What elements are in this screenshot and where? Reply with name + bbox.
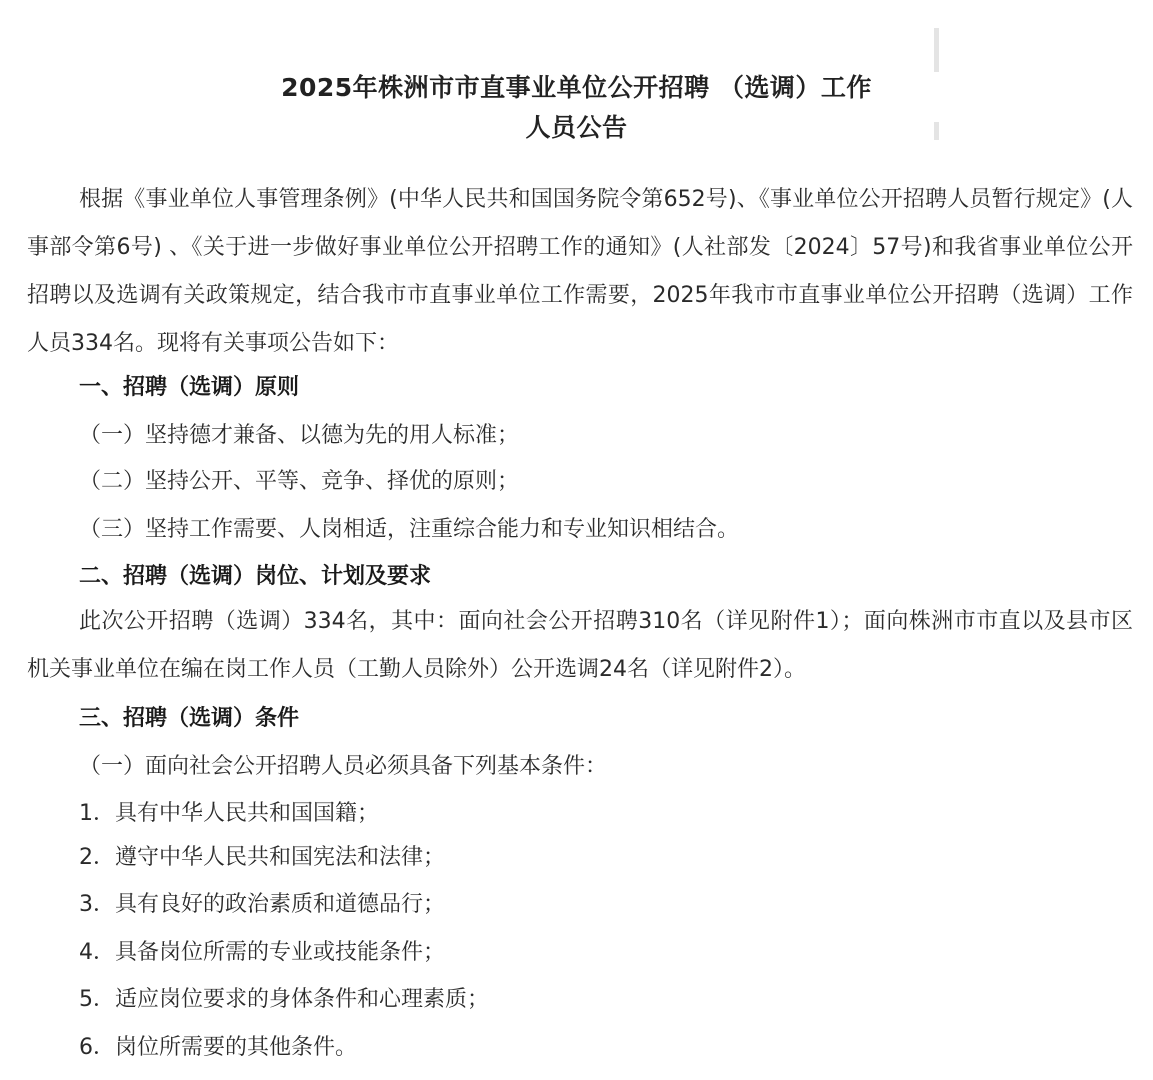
condition-item: 5．适应岗位要求的身体条件和心理素质； <box>79 987 489 1012</box>
condition-item: 1．具有中华人民共和国国籍； <box>79 801 379 826</box>
section1-item: （二）坚持公开、平等、竞争、择优的原则； <box>79 469 520 494</box>
section2-heading: 二、招聘（选调）岗位、计划及要求 <box>79 564 432 589</box>
document-title-line2: 人员公告 <box>525 113 628 142</box>
scan-artifact <box>934 28 939 72</box>
condition-item: 6．岗位所需要的其他条件。 <box>79 1035 357 1060</box>
condition-item: 4．具备岗位所需的专业或技能条件； <box>79 940 445 965</box>
document-title-line1: 2025年株洲市市直事业单位公开招聘 （选调）工作 <box>281 73 872 102</box>
intro-paragraph: 根据《事业单位人事管理条例》(中华人民共和国国务院令第652号)、《事业单位公开招聘人员暂行规定》(人事部令第6号) 、《关于进一步做好事业单位公开招聘工作的通知》(人社部发〔2024〕57号)和我省事业单位公开招聘以及选调有关政策规定，结合我市市直事业单位工作需要，2025年我市市直事业单位公开招聘（选调）工作人员334名。现将有关事项公告如下： <box>27 187 1133 356</box>
section3-subheading: （一）面向社会公开招聘人员必须具备下列基本条件： <box>79 754 608 779</box>
section1-item: （一）坚持德才兼备、以德为先的用人标准； <box>79 423 520 448</box>
section3-heading: 三、招聘（选调）条件 <box>79 706 300 731</box>
condition-item: 3．具有良好的政治素质和道德品行； <box>79 892 445 917</box>
section1-item: （三）坚持工作需要、人岗相适，注重综合能力和专业知识相结合。 <box>79 517 740 542</box>
condition-item: 2．遵守中华人民共和国宪法和法律； <box>79 845 445 870</box>
section2-paragraph: 此次公开招聘（选调）334名，其中：面向社会公开招聘310名（详见附件1）；面向株洲市市直以及县市区机关事业单位在编在岗工作人员（工勤人员除外）公开选调24名（详见附件2）。 <box>27 609 1133 682</box>
section1-heading: 一、招聘（选调）原则 <box>79 375 300 400</box>
